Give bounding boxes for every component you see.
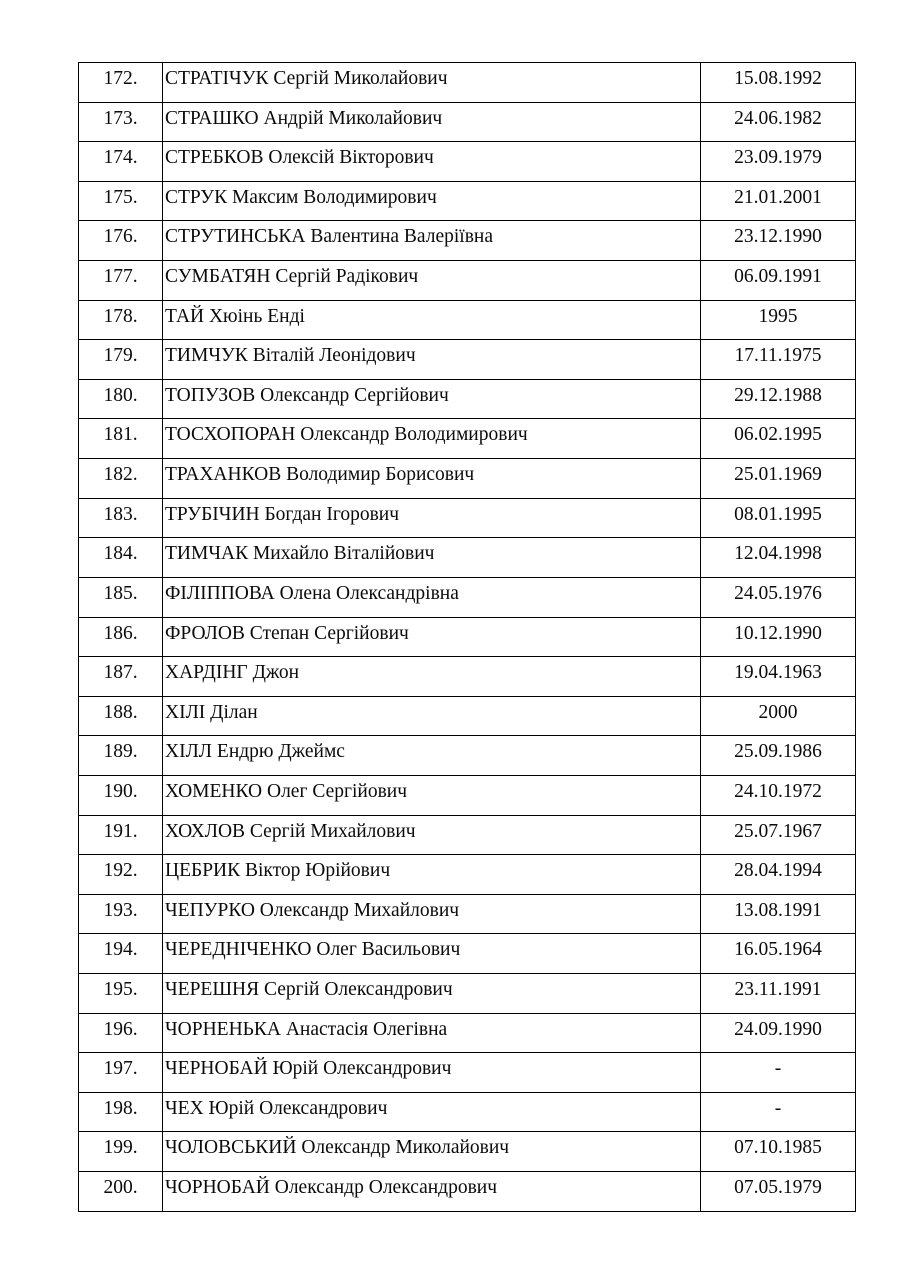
row-dob-cell: 24.10.1972 — [701, 775, 856, 815]
row-name-cell: ТИМЧАК Михайло Віталійович — [163, 538, 701, 578]
row-dob-cell: 2000 — [701, 696, 856, 736]
table-row — [79, 379, 856, 419]
table-row — [79, 855, 856, 895]
row-dob-cell: 08.01.1995 — [701, 498, 856, 538]
row-name-cell: ЧЕРЕДНІЧЕНКО Олег Васильович — [163, 934, 701, 974]
row-number-cell: 200. — [79, 1172, 163, 1212]
row-dob-cell: - — [701, 1053, 856, 1093]
table-row — [79, 1172, 856, 1212]
table-row — [79, 1053, 856, 1093]
table-row — [79, 300, 856, 340]
row-number-cell: 190. — [79, 775, 163, 815]
row-number-cell: 178. — [79, 300, 163, 340]
row-dob-cell: 19.04.1963 — [701, 657, 856, 697]
row-dob-cell: 07.05.1979 — [701, 1172, 856, 1212]
row-number-cell: 192. — [79, 855, 163, 895]
table-row — [79, 696, 856, 736]
row-dob-cell: 25.09.1986 — [701, 736, 856, 776]
row-name-cell: ЧЕРНОБАЙ Юрій Олександрович — [163, 1053, 701, 1093]
table-row — [79, 736, 856, 776]
row-name-cell: ХІЛІ Ділан — [163, 696, 701, 736]
row-number-cell: 175. — [79, 181, 163, 221]
row-number-cell: 196. — [79, 1013, 163, 1053]
row-number-cell: 182. — [79, 459, 163, 499]
row-dob-cell: 24.06.1982 — [701, 102, 856, 142]
table-row — [79, 974, 856, 1014]
row-name-cell: ХОМЕНКО Олег Сергійович — [163, 775, 701, 815]
row-name-cell: ХОХЛОВ Сергій Михайлович — [163, 815, 701, 855]
row-dob-cell: 1995 — [701, 300, 856, 340]
row-number-cell: 189. — [79, 736, 163, 776]
table-body — [79, 63, 856, 1212]
row-dob-cell: 29.12.1988 — [701, 379, 856, 419]
row-name-cell: ТРАХАНКОВ Володимир Борисович — [163, 459, 701, 499]
row-number-cell: 195. — [79, 974, 163, 1014]
table-row — [79, 419, 856, 459]
row-name-cell: ТАЙ Хюінь Енді — [163, 300, 701, 340]
row-number-cell: 198. — [79, 1092, 163, 1132]
row-dob-cell: 23.09.1979 — [701, 142, 856, 182]
table-row — [79, 815, 856, 855]
row-dob-cell: 07.10.1985 — [701, 1132, 856, 1172]
row-dob-cell: 06.09.1991 — [701, 261, 856, 301]
row-number-cell: 183. — [79, 498, 163, 538]
row-dob-cell: 23.11.1991 — [701, 974, 856, 1014]
row-number-cell: 184. — [79, 538, 163, 578]
table-row — [79, 221, 856, 261]
row-name-cell: СТРАТІЧУК Сергій Миколайович — [163, 63, 701, 103]
table-row — [79, 775, 856, 815]
row-dob-cell: 25.07.1967 — [701, 815, 856, 855]
table-row — [79, 498, 856, 538]
row-number-cell: 177. — [79, 261, 163, 301]
table-row — [79, 459, 856, 499]
table-row — [79, 261, 856, 301]
row-name-cell: СТРУТИНСЬКА Валентина Валеріївна — [163, 221, 701, 261]
table-row — [79, 181, 856, 221]
table-row — [79, 63, 856, 103]
row-dob-cell: 24.05.1976 — [701, 577, 856, 617]
row-dob-cell: 13.08.1991 — [701, 894, 856, 934]
row-dob-cell: - — [701, 1092, 856, 1132]
row-number-cell: 179. — [79, 340, 163, 380]
row-dob-cell: 12.04.1998 — [701, 538, 856, 578]
row-name-cell: ЦЕБРИК Віктор Юрійович — [163, 855, 701, 895]
row-name-cell: СТРАШКО Андрій Миколайович — [163, 102, 701, 142]
row-number-cell: 187. — [79, 657, 163, 697]
row-name-cell: ТИМЧУК Віталій Леонідович — [163, 340, 701, 380]
table-row — [79, 538, 856, 578]
row-dob-cell: 06.02.1995 — [701, 419, 856, 459]
row-name-cell: ТОПУЗОВ Олександр Сергійович — [163, 379, 701, 419]
row-name-cell: ФРОЛОВ Степан Сергійович — [163, 617, 701, 657]
row-number-cell: 174. — [79, 142, 163, 182]
row-dob-cell: 23.12.1990 — [701, 221, 856, 261]
row-dob-cell: 24.09.1990 — [701, 1013, 856, 1053]
row-dob-cell: 10.12.1990 — [701, 617, 856, 657]
row-number-cell: 181. — [79, 419, 163, 459]
table-row — [79, 1132, 856, 1172]
row-number-cell: 197. — [79, 1053, 163, 1093]
row-number-cell: 173. — [79, 102, 163, 142]
row-name-cell: ФІЛІППОВА Олена Олександрівна — [163, 577, 701, 617]
row-number-cell: 185. — [79, 577, 163, 617]
row-name-cell: ЧОЛОВСЬКИЙ Олександр Миколайович — [163, 1132, 701, 1172]
row-number-cell: 176. — [79, 221, 163, 261]
row-name-cell: ХІЛЛ Ендрю Джеймс — [163, 736, 701, 776]
table-row — [79, 1092, 856, 1132]
row-dob-cell: 25.01.1969 — [701, 459, 856, 499]
table-row — [79, 657, 856, 697]
table-row — [79, 1013, 856, 1053]
row-dob-cell: 21.01.2001 — [701, 181, 856, 221]
row-name-cell: ЧОРНОБАЙ Олександр Олександрович — [163, 1172, 701, 1212]
row-dob-cell: 15.08.1992 — [701, 63, 856, 103]
table-row — [79, 577, 856, 617]
row-name-cell: ЧЕХ Юрій Олександрович — [163, 1092, 701, 1132]
table-row — [79, 102, 856, 142]
row-name-cell: СУМБАТЯН Сергій Радікович — [163, 261, 701, 301]
row-dob-cell: 16.05.1964 — [701, 934, 856, 974]
row-dob-cell: 17.11.1975 — [701, 340, 856, 380]
row-name-cell: ТРУБІЧИН Богдан Ігорович — [163, 498, 701, 538]
row-name-cell: ХАРДІНГ Джон — [163, 657, 701, 697]
row-number-cell: 188. — [79, 696, 163, 736]
row-name-cell: СТРЕБКОВ Олексій Вікторович — [163, 142, 701, 182]
row-number-cell: 191. — [79, 815, 163, 855]
name-list-table — [78, 62, 856, 1212]
row-name-cell: ЧОРНЕНЬКА Анастасія Олегівна — [163, 1013, 701, 1053]
table-row — [79, 340, 856, 380]
row-name-cell: СТРУК Максим Володимирович — [163, 181, 701, 221]
table-row — [79, 142, 856, 182]
row-name-cell: ЧЕПУРКО Олександр Михайлович — [163, 894, 701, 934]
table-row — [79, 934, 856, 974]
row-number-cell: 193. — [79, 894, 163, 934]
row-number-cell: 172. — [79, 63, 163, 103]
row-number-cell: 186. — [79, 617, 163, 657]
row-dob-cell: 28.04.1994 — [701, 855, 856, 895]
table-row — [79, 617, 856, 657]
row-name-cell: ЧЕРЕШНЯ Сергій Олександрович — [163, 974, 701, 1014]
row-number-cell: 180. — [79, 379, 163, 419]
row-number-cell: 194. — [79, 934, 163, 974]
row-name-cell: ТОСХОПОРАН Олександр Володимирович — [163, 419, 701, 459]
table-row — [79, 894, 856, 934]
row-number-cell: 199. — [79, 1132, 163, 1172]
